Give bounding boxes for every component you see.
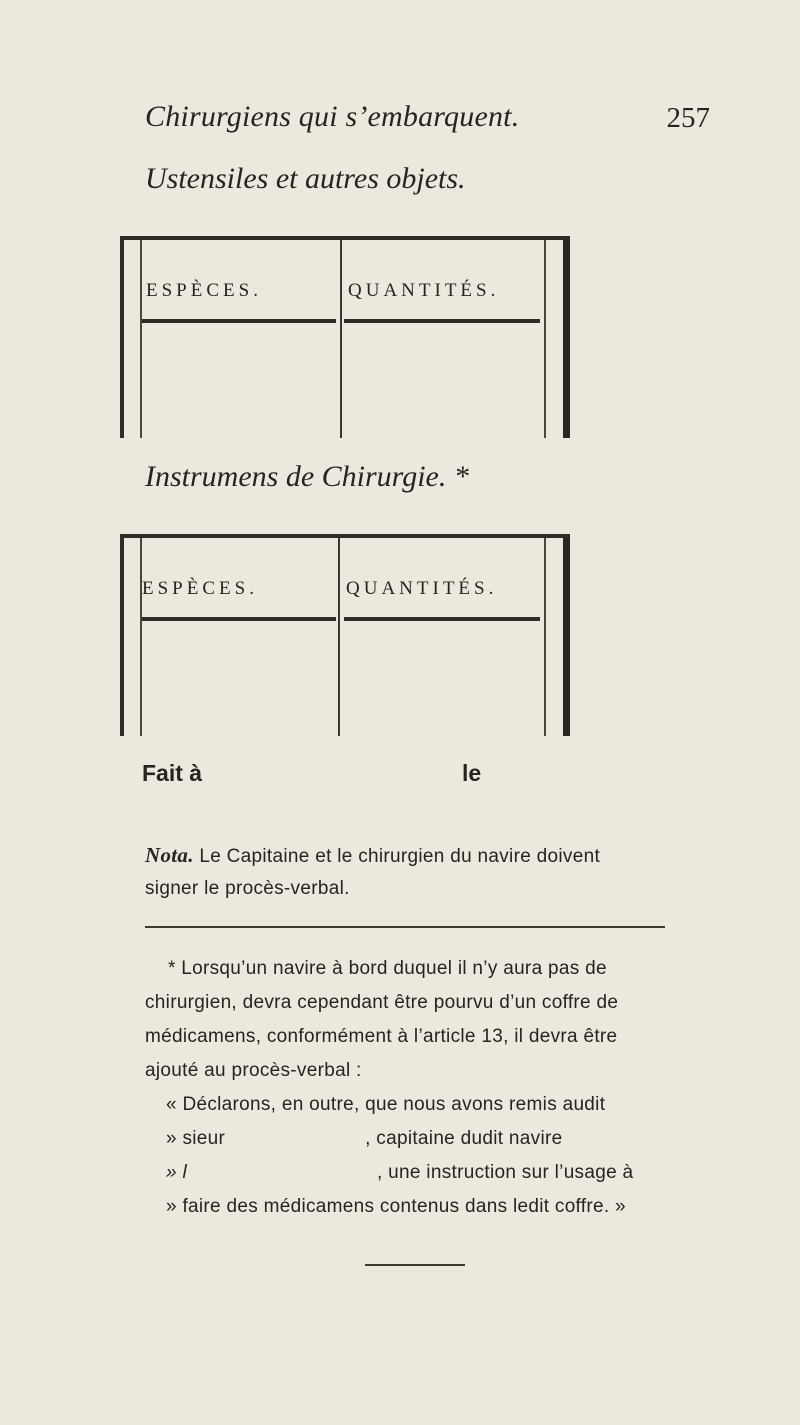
header-rule (344, 319, 540, 323)
page-number: 257 (666, 102, 710, 134)
footnote-line-5: « Déclarons, en outre, que nous avons remis audit (166, 1094, 606, 1115)
table-inner-right (544, 538, 546, 736)
nota-line-2: signer le procès-verbal. (145, 878, 350, 899)
column-divider (340, 240, 342, 438)
footnote-line-2: chirurgien, devra cependant être pourvu d’un coffre de (145, 992, 619, 1013)
table-instrumens (120, 534, 570, 736)
footnote-line-7 (166, 1156, 633, 1190)
column-header-especes: ESPÈCES. (146, 280, 262, 301)
footnote-line-1: * Lorsqu’un navire à bord duquel il n’y aura pas de (168, 958, 607, 979)
fait-a-label: Fait à (142, 760, 203, 786)
footnote-instruction: , une instruction sur l’usage à (376, 1162, 634, 1183)
table-inner-left (140, 240, 142, 438)
footnote-separator (145, 926, 665, 928)
nota-label: Nota. (145, 843, 194, 867)
footnote-line-4: ajouté au procès-verbal : (145, 1060, 362, 1081)
table-edge-left (120, 240, 124, 438)
column-header-especes: ESPÈCES. (142, 578, 258, 599)
footnote-sieur: » sieur (166, 1128, 226, 1149)
footnote-capitaine: , capitaine dudit navire (365, 1128, 563, 1149)
table-edge-right (563, 240, 570, 438)
table-edge-right (563, 538, 570, 736)
le-label: le (462, 760, 482, 786)
column-divider (338, 538, 340, 736)
section-title-ustensiles: Ustensiles et autres objets. (145, 162, 466, 195)
section-title-instrumens: Instrumens de Chirurgie. * (145, 460, 469, 493)
header-rule (344, 617, 540, 621)
column-header-quantites: QUANTITÉS. (346, 578, 498, 599)
header-rule (142, 319, 336, 323)
table-edge-left (120, 538, 124, 736)
column-header-quantites: QUANTITÉS. (348, 280, 500, 301)
table-inner-right (544, 240, 546, 438)
footnote-line-6 (166, 1122, 562, 1156)
nota-line-1 (145, 838, 600, 874)
footnote-line-8: » faire des médicamens contenus dans ledit coffre. » (166, 1196, 626, 1217)
footnote-l: » l (166, 1162, 187, 1183)
footnote-line-3: médicamens, conformément à l’article 13, il devra être (145, 1026, 618, 1047)
end-rule (365, 1264, 465, 1266)
running-title: Chirurgiens qui s’embarquent. (145, 100, 520, 133)
table-ustensiles (120, 236, 570, 438)
running-head (145, 100, 710, 156)
nota-text-1: Le Capitaine et le chirurgien du navire doivent (199, 846, 601, 867)
header-rule (142, 617, 336, 621)
table-inner-left (140, 538, 142, 736)
